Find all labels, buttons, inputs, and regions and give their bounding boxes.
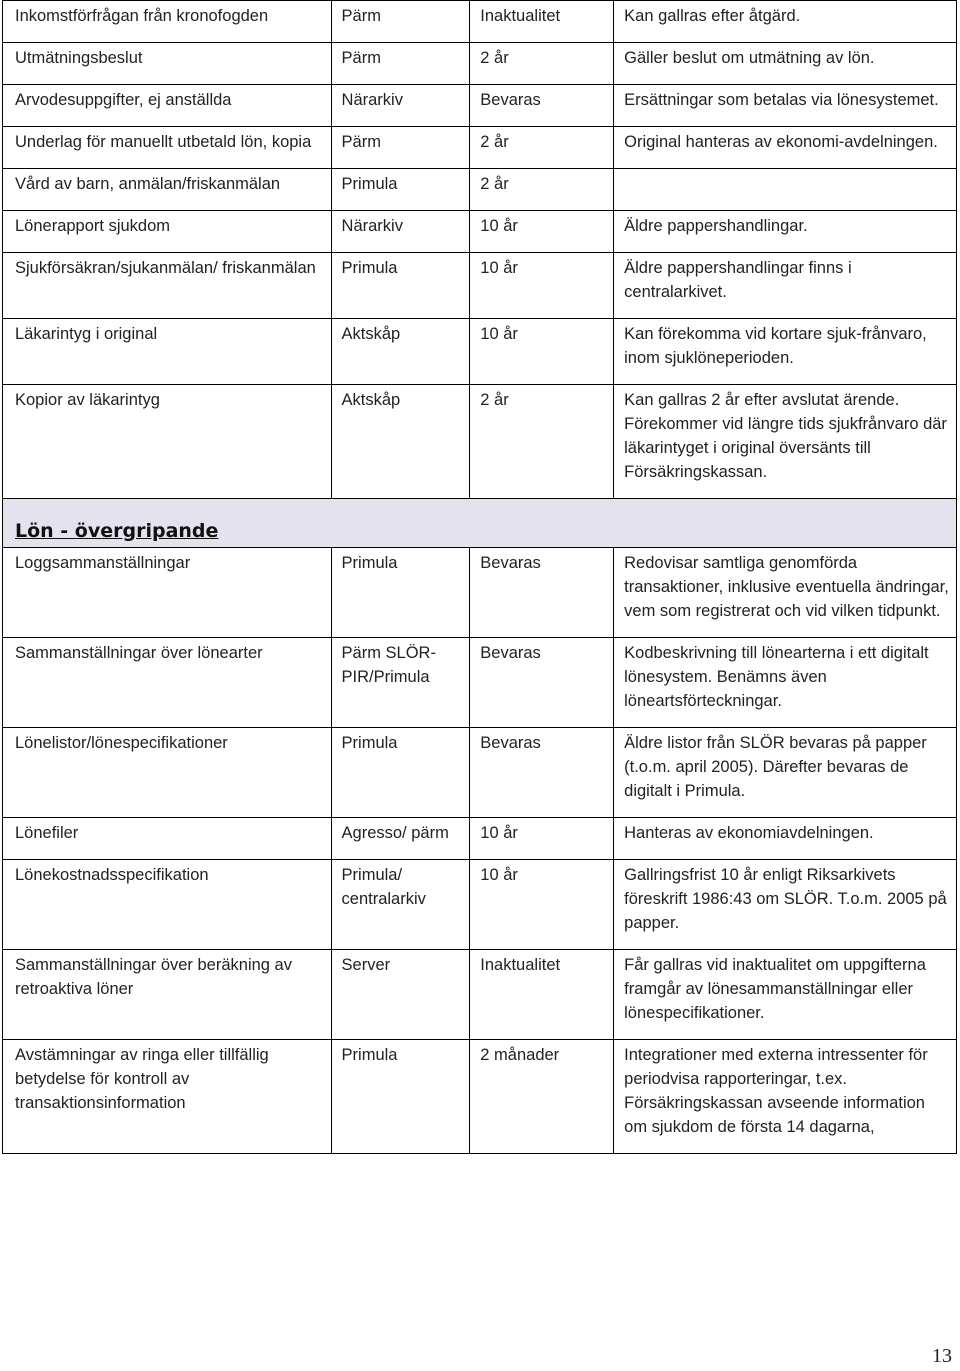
cell-retention: Bevaras <box>470 548 614 638</box>
cell-storage: Primula <box>331 1040 470 1154</box>
cell-retention: Bevaras <box>470 728 614 818</box>
cell-retention: 2 månader <box>470 1040 614 1154</box>
section-title: Lön - övergripande <box>15 520 219 542</box>
cell-comment: Hanteras av ekonomiavdelningen. <box>614 818 957 860</box>
cell-storage: Primula/ centralarkiv <box>331 860 470 950</box>
records-table <box>2 0 957 1154</box>
table-row <box>3 548 957 638</box>
cell-document-type: Sammanställningar över beräkning av retroaktiva löner <box>3 950 332 1040</box>
cell-storage: Primula <box>331 728 470 818</box>
cell-document-type: Lönekostnadsspecifikation <box>3 860 332 950</box>
table-row <box>3 638 957 728</box>
table-row <box>3 950 957 1040</box>
cell-retention: Inaktualitet <box>470 950 614 1040</box>
table-row <box>3 253 957 319</box>
cell-storage: Server <box>331 950 470 1040</box>
cell-document-type: Sammanställningar över lönearter <box>3 638 332 728</box>
table-row <box>3 319 957 385</box>
table-row <box>3 127 957 169</box>
cell-storage: Aktskåp <box>331 319 470 385</box>
table-row <box>3 85 957 127</box>
cell-storage: Agresso/ pärm <box>331 818 470 860</box>
cell-storage: Aktskåp <box>331 385 470 499</box>
cell-document-type: Loggsammanställningar <box>3 548 332 638</box>
cell-comment: Kodbeskrivning till lönearterna i ett digitalt lönesystem. Benämns även löneartsförteckningar. <box>614 638 957 728</box>
cell-document-type: Lönefiler <box>3 818 332 860</box>
cell-comment: Äldre pappershandlingar finns i centralarkivet. <box>614 253 957 319</box>
page-number: 13 <box>932 1345 952 1367</box>
cell-comment: Kan gallras efter åtgärd. <box>614 1 957 43</box>
cell-retention: Inaktualitet <box>470 1 614 43</box>
cell-retention: 10 år <box>470 211 614 253</box>
cell-document-type: Vård av barn, anmälan/friskanmälan <box>3 169 332 211</box>
cell-document-type: Utmätningsbeslut <box>3 43 332 85</box>
cell-document-type: Lönelistor/lönespecifikationer <box>3 728 332 818</box>
cell-storage: Pärm SLÖR-PIR/Primula <box>331 638 470 728</box>
table-row <box>3 385 957 499</box>
cell-storage: Pärm <box>331 43 470 85</box>
cell-storage: Närarkiv <box>331 211 470 253</box>
section-header-cell <box>3 499 957 548</box>
cell-comment: Gallringsfrist 10 år enligt Riksarkivets föreskrift 1986:43 om SLÖR. T.o.m. 2005 på papper. <box>614 860 957 950</box>
cell-retention: 2 år <box>470 127 614 169</box>
table-row <box>3 211 957 253</box>
cell-comment: Kan gallras 2 år efter avslutat ärende. Förekommer vid längre tids sjukfrånvaro där läkarintyget i original översänts till Försäkringskassan. <box>614 385 957 499</box>
table-row <box>3 169 957 211</box>
cell-document-type: Arvodesuppgifter, ej anställda <box>3 85 332 127</box>
cell-retention: 2 år <box>470 169 614 211</box>
cell-retention: 10 år <box>470 818 614 860</box>
cell-document-type: Inkomstförfrågan från kronofogden <box>3 1 332 43</box>
table-row <box>3 1040 957 1154</box>
cell-storage: Primula <box>331 169 470 211</box>
table-row <box>3 728 957 818</box>
cell-document-type: Sjukförsäkran/sjukanmälan/ friskanmälan <box>3 253 332 319</box>
cell-retention: 2 år <box>470 43 614 85</box>
cell-storage: Primula <box>331 548 470 638</box>
cell-comment <box>614 169 957 211</box>
cell-retention: 2 år <box>470 385 614 499</box>
cell-retention: 10 år <box>470 253 614 319</box>
cell-comment: Integrationer med externa intressenter för periodvisa rapporteringar, t.ex. Försäkringskassan avseende information om sjukdom de första 14 dagarna, <box>614 1040 957 1154</box>
table-row <box>3 1 957 43</box>
cell-comment: Ersättningar som betalas via lönesystemet. <box>614 85 957 127</box>
section-header-row <box>3 499 957 548</box>
table-row <box>3 43 957 85</box>
cell-comment: Äldre listor från SLÖR bevaras på papper (t.o.m. april 2005). Därefter bevaras de digitalt i Primula. <box>614 728 957 818</box>
cell-storage: Primula <box>331 253 470 319</box>
cell-document-type: Kopior av läkarintyg <box>3 385 332 499</box>
cell-retention: 10 år <box>470 860 614 950</box>
cell-document-type: Underlag för manuellt utbetald lön, kopia <box>3 127 332 169</box>
cell-document-type: Lönerapport sjukdom <box>3 211 332 253</box>
table-row <box>3 860 957 950</box>
cell-document-type: Läkarintyg i original <box>3 319 332 385</box>
cell-comment: Original hanteras av ekonomi-avdelningen. <box>614 127 957 169</box>
cell-storage: Närarkiv <box>331 85 470 127</box>
cell-retention: 10 år <box>470 319 614 385</box>
cell-retention: Bevaras <box>470 85 614 127</box>
cell-comment: Gäller beslut om utmätning av lön. <box>614 43 957 85</box>
cell-comment: Redovisar samtliga genomförda transaktioner, inklusive eventuella ändringar, vem som registrerat och vid vilken tidpunkt. <box>614 548 957 638</box>
cell-storage: Pärm <box>331 127 470 169</box>
cell-retention: Bevaras <box>470 638 614 728</box>
cell-comment: Kan förekomma vid kortare sjuk-frånvaro, inom sjuklöneperioden. <box>614 319 957 385</box>
cell-comment: Äldre pappershandlingar. <box>614 211 957 253</box>
cell-comment: Får gallras vid inaktualitet om uppgifterna framgår av lönesammanställningar eller lönespecifikationer. <box>614 950 957 1040</box>
table-body <box>3 1 957 1154</box>
table-row <box>3 818 957 860</box>
cell-storage: Pärm <box>331 1 470 43</box>
cell-document-type: Avstämningar av ringa eller tillfällig betydelse för kontroll av transaktionsinformation <box>3 1040 332 1154</box>
